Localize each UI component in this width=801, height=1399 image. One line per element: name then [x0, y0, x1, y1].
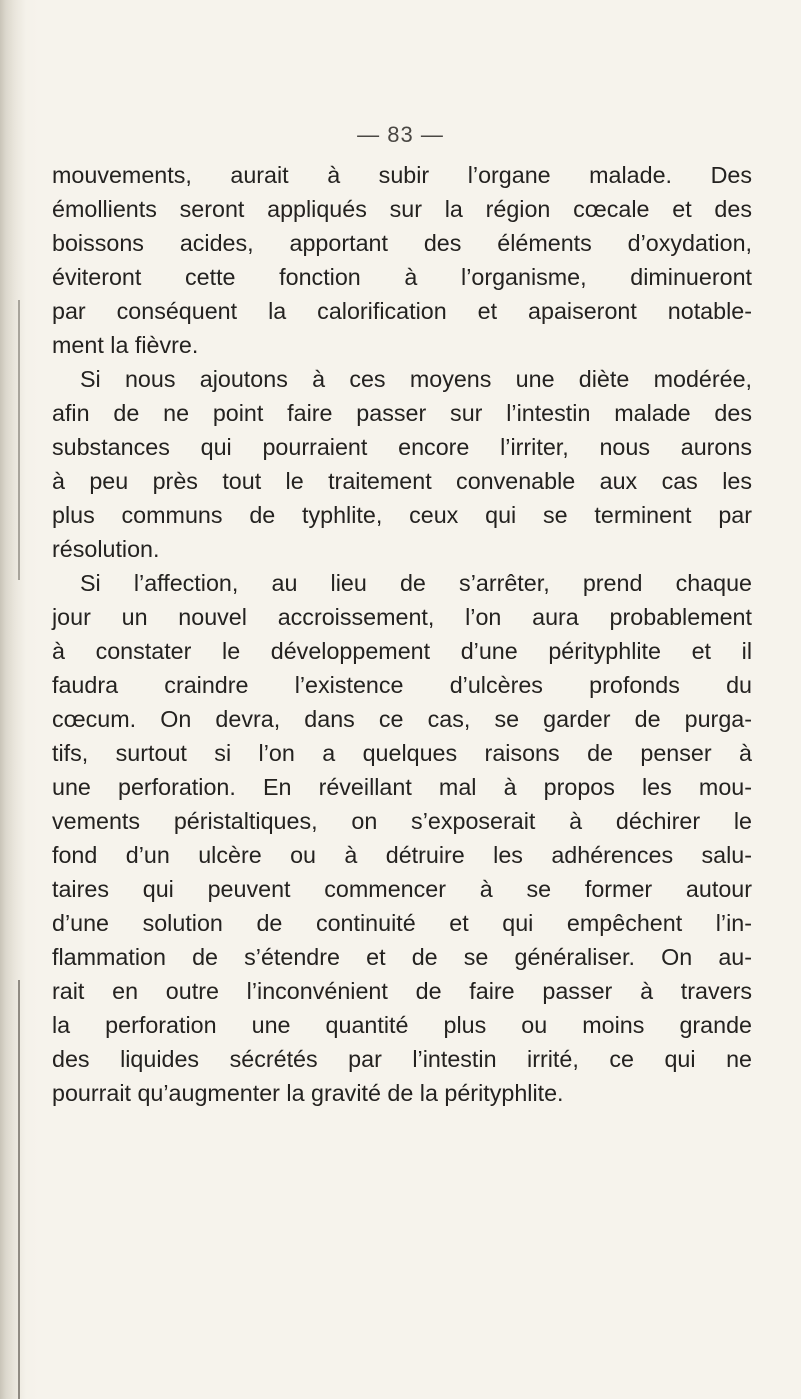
page-gutter-shadow — [0, 0, 26, 1399]
text-line: à peu près tout le traitement convenable aux cas les — [52, 468, 752, 494]
text-line: boissons acides, apportant des éléments d’oxydation, — [52, 230, 752, 256]
text-line: plus communs de typhlite, ceux qui se terminent par — [52, 502, 752, 528]
text-line: éviteront cette fonction à l’organisme, diminueront — [52, 264, 752, 290]
text-line: cœcum. On devra, dans ce cas, se garder de purga- — [52, 706, 752, 732]
text-line: taires qui peuvent commencer à se former autour — [52, 876, 752, 902]
text-line: par conséquent la calorification et apaiseront notable- — [52, 298, 752, 324]
text-line: émollients seront appliqués sur la région cœcale et des — [52, 196, 752, 222]
text-line: Si nous ajoutons à ces moyens une diète modérée, — [80, 366, 752, 392]
binding-edge-mark-lower — [18, 980, 20, 1399]
text-line: flammation de s’étendre et de se généraliser. On au- — [52, 944, 752, 970]
text-line: fond d’un ulcère ou à détruire les adhérences salu- — [52, 842, 752, 868]
text-line: Si l’affection, au lieu de s’arrêter, prend chaque — [80, 570, 752, 596]
text-line: résolution. — [52, 536, 160, 562]
body-text — [52, 158, 752, 1110]
text-line: la perforation une quantité plus ou moins grande — [52, 1012, 752, 1038]
text-line: pourrait qu’augmenter la gravité de la pérityphlite. — [52, 1080, 564, 1106]
binding-edge-mark-upper — [18, 300, 20, 580]
text-line: mouvements, aurait à subir l’organe malade. Des — [52, 162, 752, 188]
text-line: des liquides sécrétés par l’intestin irrité, ce qui ne — [52, 1046, 752, 1072]
text-line: afin de ne point faire passer sur l’intestin malade des — [52, 400, 752, 426]
text-line: rait en outre l’inconvénient de faire passer à travers — [52, 978, 752, 1004]
text-line: substances qui pourraient encore l’irriter, nous aurons — [52, 434, 752, 460]
page-number: — 83 — — [357, 122, 444, 147]
text-line: tifs, surtout si l’on a quelques raisons de penser à — [52, 740, 752, 766]
text-line: une perforation. En réveillant mal à propos les mou- — [52, 774, 752, 800]
text-line: ment la fièvre. — [52, 332, 199, 358]
text-line: à constater le développement d’une pérityphlite et il — [52, 638, 752, 664]
text-line: faudra craindre l’existence d’ulcères profonds du — [52, 672, 752, 698]
text-line: jour un nouvel accroissement, l’on aura probablement — [52, 604, 752, 630]
text-line: d’une solution de continuité et qui empêchent l’in- — [52, 910, 752, 936]
text-line: vements péristaltiques, on s’exposerait à déchirer le — [52, 808, 752, 834]
